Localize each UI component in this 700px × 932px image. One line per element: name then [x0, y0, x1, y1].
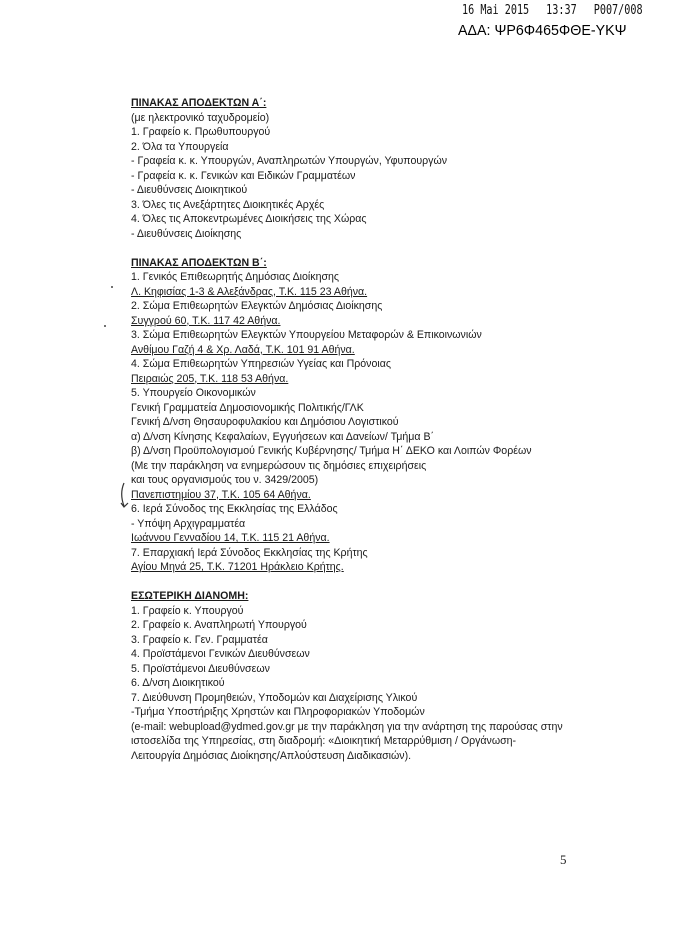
- section-c-line: 2. Γραφείο κ. Αναπληρωτή Υπουργού: [131, 619, 307, 631]
- section-a-line: 2. Όλα τα Υπουργεία: [131, 140, 229, 153]
- section-b-line: 7. Επαρχιακή Ιερά Σύνοδος Εκκλησίας της Κρήτης: [131, 546, 368, 559]
- section-a-line: - Διευθύνσεις Διοίκησης: [131, 227, 242, 240]
- section-b-line: 5. Υπουργείο Οικονομικών: [131, 387, 256, 399]
- section-c-line: 6. Δ/νση Διοικητικού: [131, 677, 225, 689]
- section-c-line: 4. Προϊστάμενοι Γενικών Διευθύνσεων: [131, 648, 310, 660]
- section-a-line: - Γραφεία κ. κ. Γενικών και Ειδικών Γραμματέων: [131, 169, 356, 182]
- section-b-title: ΠΙΝΑΚΑΣ ΑΠΟΔΕΚΤΩΝ Β΄:: [131, 256, 267, 269]
- section-c-line: ιστοσελίδα της Υπηρεσίας, στη διαδρομή: «Διοικητική Μεταρρύθμιση / Οργάνωση-: [131, 735, 517, 747]
- section-a-title: ΠΙΝΑΚΑΣ ΑΠΟΔΕΚΤΩΝ Α΄:: [131, 97, 267, 109]
- section-b-line: Ιωάννου Γενναδίου 14, Τ.Κ. 115 21 Αθήνα.: [131, 532, 330, 544]
- section-a-line: - Διευθύνσεις Διοικητικού: [131, 184, 248, 196]
- section-c-line: 5. Προϊστάμενοι Διευθύνσεων: [131, 662, 270, 675]
- page-number: 5: [560, 852, 567, 867]
- section-b-line: 4. Σώμα Επιθεωρητών Υπηρεσιών Υγείας και Πρόνοιας: [131, 358, 391, 370]
- section-b-line: Λ. Κηφισίας 1-3 & Αλεξάνδρας, Τ.Κ. 115 23 Αθήνα.: [131, 285, 368, 298]
- section-c-line: 3. Γραφείο κ. Γεν. Γραμματέα: [131, 633, 268, 646]
- section-c-line: (e-mail: webupload@ydmed.gov.gr με την παράκληση για την ανάρτηση της παρούσας στην: [131, 720, 563, 733]
- section-b-line: Αγίου Μηνά 25, Τ.Κ. 71201 Ηράκλειο Κρήτης.: [131, 561, 344, 573]
- section-a-line: 3. Όλες τις Ανεξάρτητες Διοικητικές Αρχές: [131, 198, 325, 211]
- section-a-line: 4. Όλες τις Αποκεντρωμένες Διοικήσεις της Χώρας: [131, 213, 367, 225]
- section-b-line: και τους οργανισμούς του ν. 3429/2005): [131, 474, 319, 486]
- section-b-line: Ανθίμου Γαζή 4 & Χρ. Λαδά, Τ.Κ. 101 91 Αθήνα.: [131, 343, 355, 356]
- section-b-line: Γενική Δ/νση Θησαυροφυλακίου και Δημόσιου Λογιστικού: [131, 416, 399, 428]
- handwritten-arrow-mark: [120, 482, 134, 512]
- section-b-line: - Υπόψη Αρχιγραμματέα: [131, 517, 246, 530]
- section-c-title: ΕΣΩΤΕΡΙΚΗ ΔΙΑΝΟΜΗ:: [131, 590, 249, 602]
- section-a-line: - Γραφεία κ. κ. Υπουργών, Αναπληρωτών Υπουργών, Υφυπουργών: [131, 155, 448, 167]
- section-b-line: 1. Γενικός Επιθεωρητής Δημόσιας Διοίκησης: [131, 271, 340, 283]
- fax-header: [462, 3, 641, 21]
- section-b-line: 6. Ιερά Σύνοδος της Εκκλησίας της Ελλάδος: [131, 503, 338, 515]
- fax-date: 16 Mai 2015: [462, 3, 530, 18]
- section-b-line: β) Δ/νση Προϋπολογισμού Γενικής Κυβέρνησης/ Τμήμα Η΄ ΔΕΚΟ και Λοιπών Φορέων: [131, 445, 532, 457]
- ada-code: ΑΔΑ: ΨΡ6Φ465ΦΘΕ-ΥΚΨ: [458, 22, 627, 39]
- fax-time: 13:37: [546, 3, 577, 18]
- scan-speck: [104, 325, 106, 327]
- section-a-line: 1. Γραφείο κ. Πρωθυπουργού: [131, 126, 271, 138]
- section-b-line: (Με την παράκληση να ενημερώσουν τις δημόσιες επιχειρήσεις: [131, 459, 427, 472]
- section-c-line: 7. Διεύθυνση Προμηθειών, Υποδομών και Διαχείρισης Υλικού: [131, 691, 418, 704]
- section-c-line: 1. Γραφείο κ. Υπουργού: [131, 604, 244, 617]
- section-b-line: Πανεπιστημίου 37, Τ.Κ. 105 64 Αθήνα.: [131, 488, 311, 501]
- section-b-line: Γενική Γραμματεία Δημοσιονομικής Πολιτικής/ΓΛΚ: [131, 401, 364, 414]
- section-b-line: 3. Σώμα Επιθεωρητών Ελεγκτών Υπουργείου Μεταφορών & Επικοινωνιών: [131, 329, 482, 341]
- section-b-line: 2. Σώμα Επιθεωρητών Ελεγκτών Δημόσιας Διοίκησης: [131, 300, 383, 312]
- section-a-line: (με ηλεκτρονικό ταχυδρομείο): [131, 111, 270, 124]
- section-b-line: Πειραιώς 205, Τ.Κ. 118 53 Αθήνα.: [131, 372, 289, 385]
- document-body: [131, 96, 631, 763]
- section-c-line: Λειτουργία Δημόσιας Διοίκησης/Απλούστευση Διαδικασιών).: [131, 749, 412, 762]
- section-b-line: Συγγρού 60, Τ.Κ. 117 42 Αθήνα.: [131, 314, 281, 327]
- section-c-line: -Τμήμα Υποστήριξης Χρηστών και Πληροφοριακών Υποδομών: [131, 706, 425, 718]
- scan-speck: [111, 286, 113, 288]
- fax-page: P007/008: [593, 3, 643, 18]
- section-b-line: α) Δ/νση Κίνησης Κεφαλαίων, Εγγυήσεων και Δανείων/ Τμήμα Β΄: [131, 430, 435, 443]
